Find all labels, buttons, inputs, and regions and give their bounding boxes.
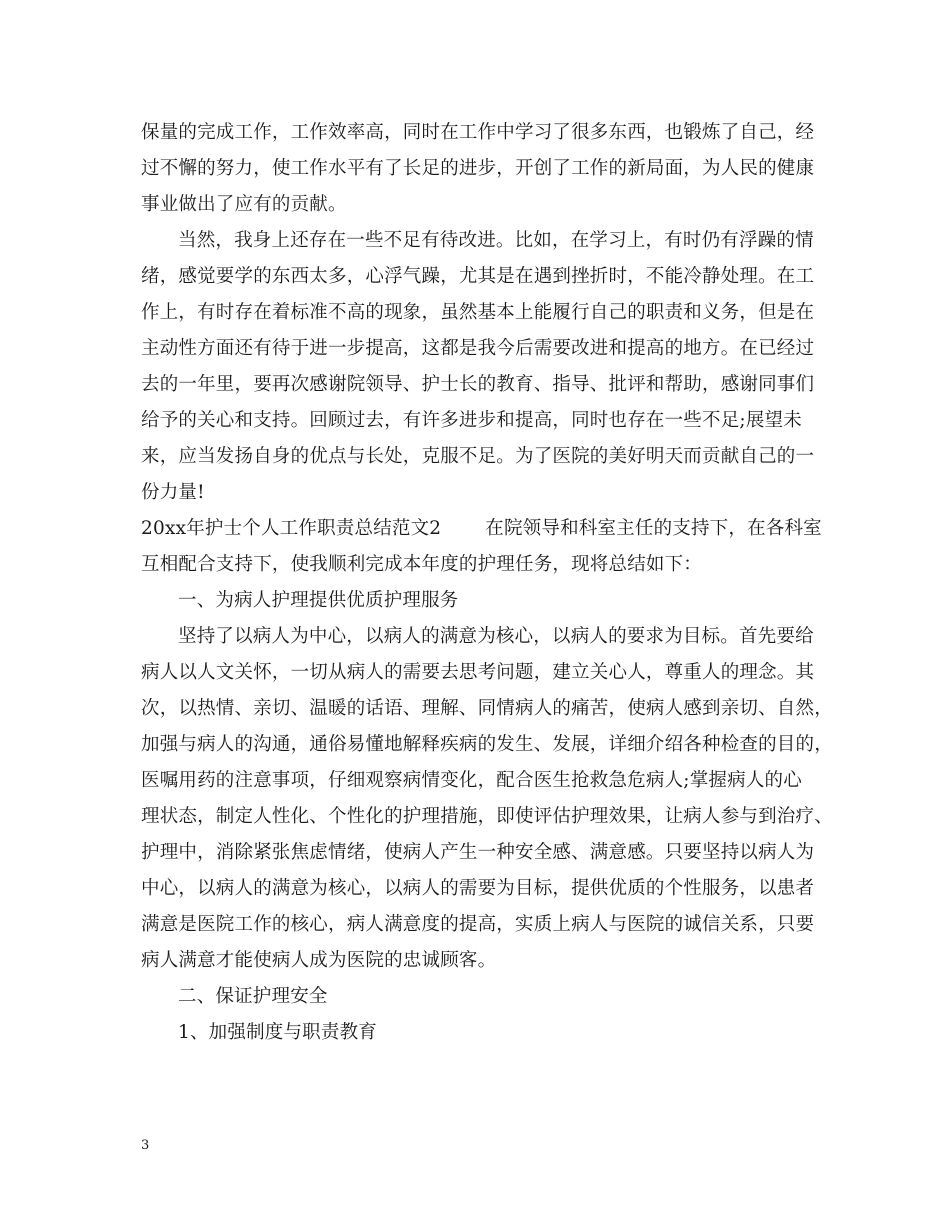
- body-line: 份力量!: [141, 482, 205, 503]
- body-line: 坚持了以病人为中心，以病人的满意为核心，以病人的要求为目标。首先要给: [178, 626, 814, 647]
- body-line: 中心，以病人的满意为核心，以病人的需要为目标，提供优质的个性服务，以患者: [141, 878, 815, 899]
- body-line: 保量的完成工作，工作效率高，同时在工作中学习了很多东西，也锻炼了自己，经: [141, 122, 815, 143]
- body-line: 护理中，消除紧张焦虑情绪，使病人产生一种安全感、满意感。只要坚持以病人为: [141, 842, 815, 863]
- body-line: 病人满意才能使病人成为医院的忠诚顾客。: [141, 950, 497, 971]
- body-line: 满意是医院工作的核心，病人满意度的提高，实质上病人与医院的诚信关系，只要: [141, 914, 815, 935]
- body-line: 主动性方面还有待于进一步提高，这都是我今后需要改进和提高的地方。在已经过: [141, 338, 815, 359]
- body-line: 作上，有时存在着标准不高的现象，虽然基本上能履行自己的职责和义务，但是在: [141, 302, 815, 323]
- body-line: 互相配合支持下，使我顺利完成本年度的护理任务，现将总结如下：: [141, 554, 703, 575]
- body-text: 在院领导和科室主任的支持下，在各科室: [485, 518, 822, 539]
- subheading: 一、为病人护理提供优质护理服务: [178, 590, 459, 611]
- body-line: 医嘱用药的注意事项，仔细观察病情变化，配合医生抢救急危病人;掌握病人的心: [141, 770, 802, 791]
- body-line: 加强与病人的沟通，通俗易懂地解释疾病的发生、发展，详细介绍各种检查的目的，: [141, 734, 833, 755]
- page-number: 3: [141, 1138, 150, 1153]
- body-line: 给予的关心和支持。回顾过去，有许多进步和提高，同时也存在一些不足;展望未: [141, 410, 802, 431]
- subheading: 1、加强制度与职责教育: [178, 1022, 377, 1043]
- body-line: 过不懈的努力，使工作水平有了长足的进步，开创了工作的新局面，为人民的健康: [141, 158, 815, 179]
- body-line: 当然，我身上还存在一些不足有待改进。比如，在学习上，有时仍有浮躁的情: [178, 230, 814, 251]
- section-heading-line: [141, 516, 822, 542]
- body-line: 来，应当发扬自身的优点与长处，克服不足。为了医院的美好明天而贡献自己的一: [141, 446, 815, 467]
- body-line: 病人以人文关怀，一切从病人的需要去思考问题，建立关心人，尊重人的理念。其: [141, 662, 815, 683]
- body-line: 绪，感觉要学的东西太多，心浮气躁，尤其是在遇到挫折时，不能冷静处理。在工: [141, 266, 815, 287]
- body-line: 次，以热情、亲切、温暖的话语、理解、同情病人的痛苦，使病人感到亲切、自然，: [141, 698, 833, 719]
- subheading: 二、保证护理安全: [178, 986, 328, 1007]
- body-line: 事业做出了应有的贡献。: [141, 194, 347, 215]
- body-line: 去的一年里，要再次感谢院领导、护士长的教育、指导、批评和帮助，感谢同事们: [141, 374, 815, 395]
- section-title: 20xx年护士个人工作职责总结范文2: [141, 518, 442, 539]
- body-line: 理状态，制定人性化、个性化的护理措施，即使评估护理效果，让病人参与到治疗、: [141, 806, 833, 827]
